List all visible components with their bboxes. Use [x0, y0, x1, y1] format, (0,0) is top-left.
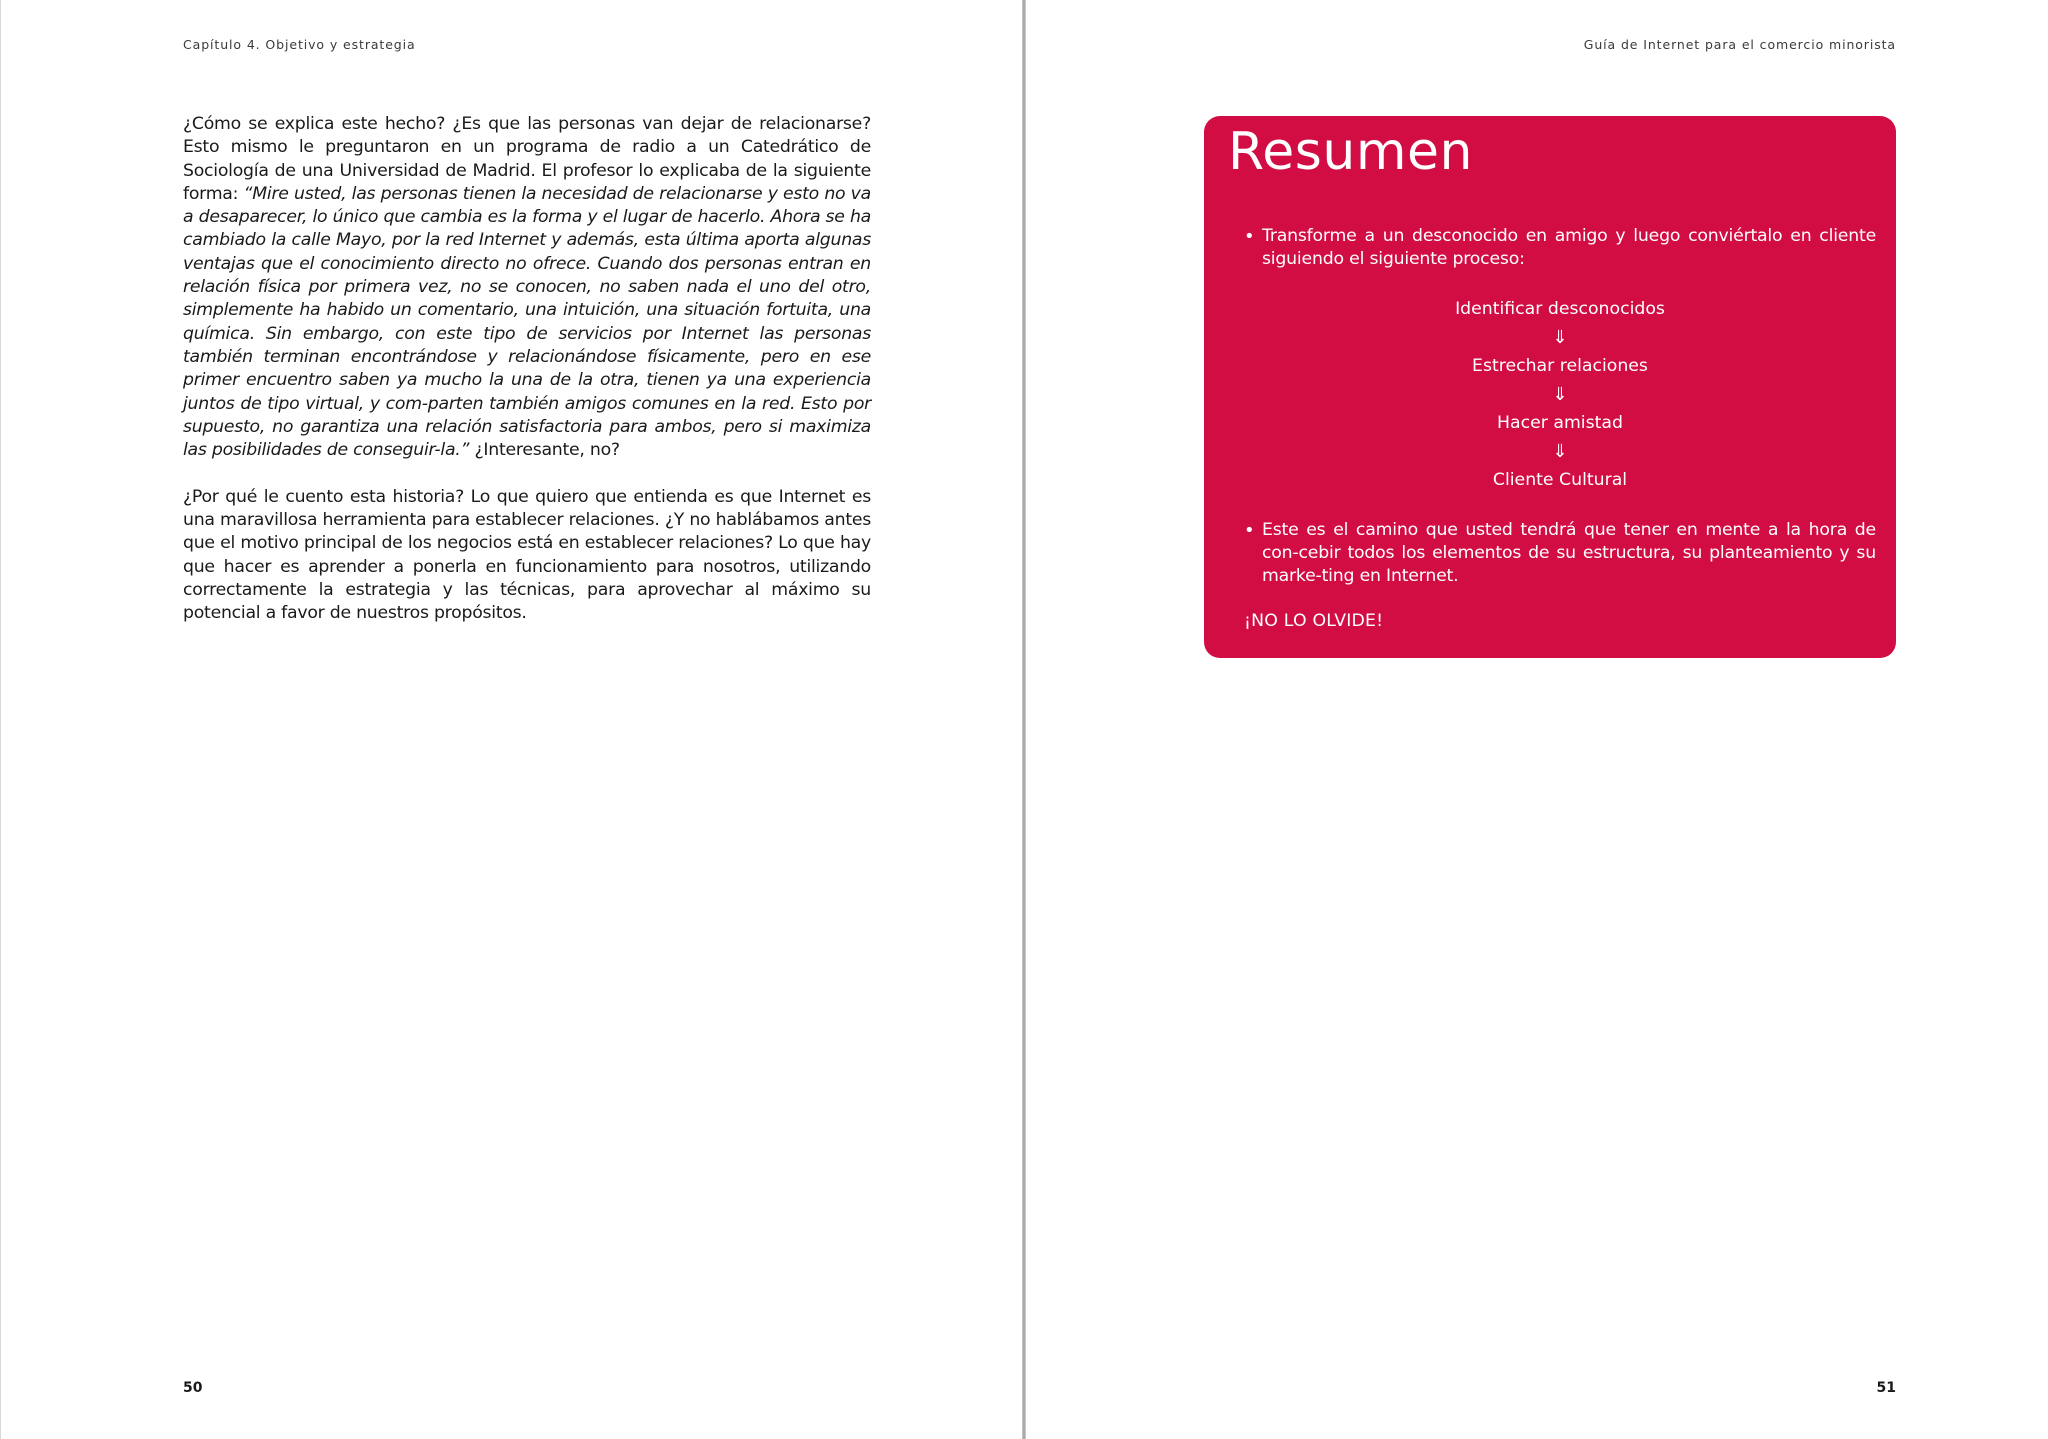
bullet-dot-icon: •: [1244, 226, 1255, 247]
down-arrow-icon: ⇓: [1552, 440, 1568, 462]
bullet-dot-icon: •: [1244, 519, 1255, 541]
process-flow: [1244, 295, 1876, 495]
paragraph-why-story: ¿Por qué le cuento esta historia? Lo que quiero que entienda es que Internet es una maravillosa herramienta para establecer relaciones. ¿Y no hablábamos antes que el motivo principal de los negocios está en establecer relaciones? Lo que hay que hacer es aprender a ponerla en funcionamiento para nosotros, utilizando correctamente la estrategia y las técnicas, para aprovechar al máximo su potencial a favor de nuestros propósitos.: [183, 486, 871, 624]
right-page: [1026, 0, 2048, 1439]
flow-step: Identificar desconocidos: [1455, 299, 1665, 319]
paragraph-sociology-quote: [183, 113, 871, 462]
flow-step: Hacer amistad: [1497, 413, 1623, 433]
flow-step: Estrechar relaciones: [1472, 356, 1648, 376]
down-arrow-icon: ⇓: [1552, 383, 1568, 405]
flow-step: Cliente Cultural: [1492, 470, 1628, 490]
page-number-left: 50: [183, 1380, 203, 1396]
down-arrow-icon: ⇓: [1552, 326, 1568, 348]
summary-title: Resumen: [1228, 122, 1473, 182]
bullet-text: Transforme a un desconocido en amigo y luego conviértalo en cliente siguiendo el siguiente proceso:: [1262, 226, 1876, 269]
summary-content: [1244, 225, 1876, 633]
summary-bullet-2: [1244, 519, 1876, 588]
body-text: [183, 113, 871, 649]
summary-box: [1204, 116, 1896, 658]
bullet-text: Este es el camino que usted tendrá que tener en mente a la hora de con-cebir todos los elementos de su estructura, su planteamiento y su marke-ting en Internet.: [1262, 519, 1876, 586]
running-head-chapter: Capítulo 4. Objetivo y estrategia: [183, 37, 416, 52]
professor-quote: “Mire usted, las personas tienen la necesidad de relacionarse y esto no va a desaparecer, lo único que cambia es la forma y el lugar de hacerlo. Ahora se ha cambiado la calle Mayo, por la red Internet y además, esta última aporta algunas ventajas que el conocimiento directo no ofrece. Cuando dos personas entran en relación física por primera vez, no se conocen, no saben nada el uno del otro, simplemente ha habido un comentario, una intuición, una situación fortuita, una química. Sin embargo, con este tipo de servicios por Internet las personas también terminan encontrándose y relacionándose físicamente, pero en ese primer encuentro saben ya mucho la una de la otra, tienen ya una experiencia juntos de tipo virtual, y com-parten también amigos comunes en la red. Esto por supuesto, no garantiza una relación satisfactoria para ambos, pero si maximiza las posibilidades de conseguir-la.”: [183, 183, 871, 461]
left-page: [0, 0, 1022, 1439]
summary-callout: ¡NO LO OLVIDE!: [1244, 610, 1384, 631]
running-head-book-title: Guía de Internet para el comercio minorista: [1583, 37, 1896, 52]
paragraph-intro: ¿Cómo se explica este hecho? ¿Es que las personas van dejar de relacionarse? Esto mismo le preguntaron en un programa de radio a un Catedrático de Sociología de una Universidad de Madrid. El profesor lo explicaba de la siguiente forma:: [183, 114, 871, 204]
page-number-right: 51: [1876, 1380, 1896, 1396]
summary-bullet-1: [1244, 225, 1876, 271]
paragraph-outro: ¿Interesante, no?: [469, 440, 620, 461]
